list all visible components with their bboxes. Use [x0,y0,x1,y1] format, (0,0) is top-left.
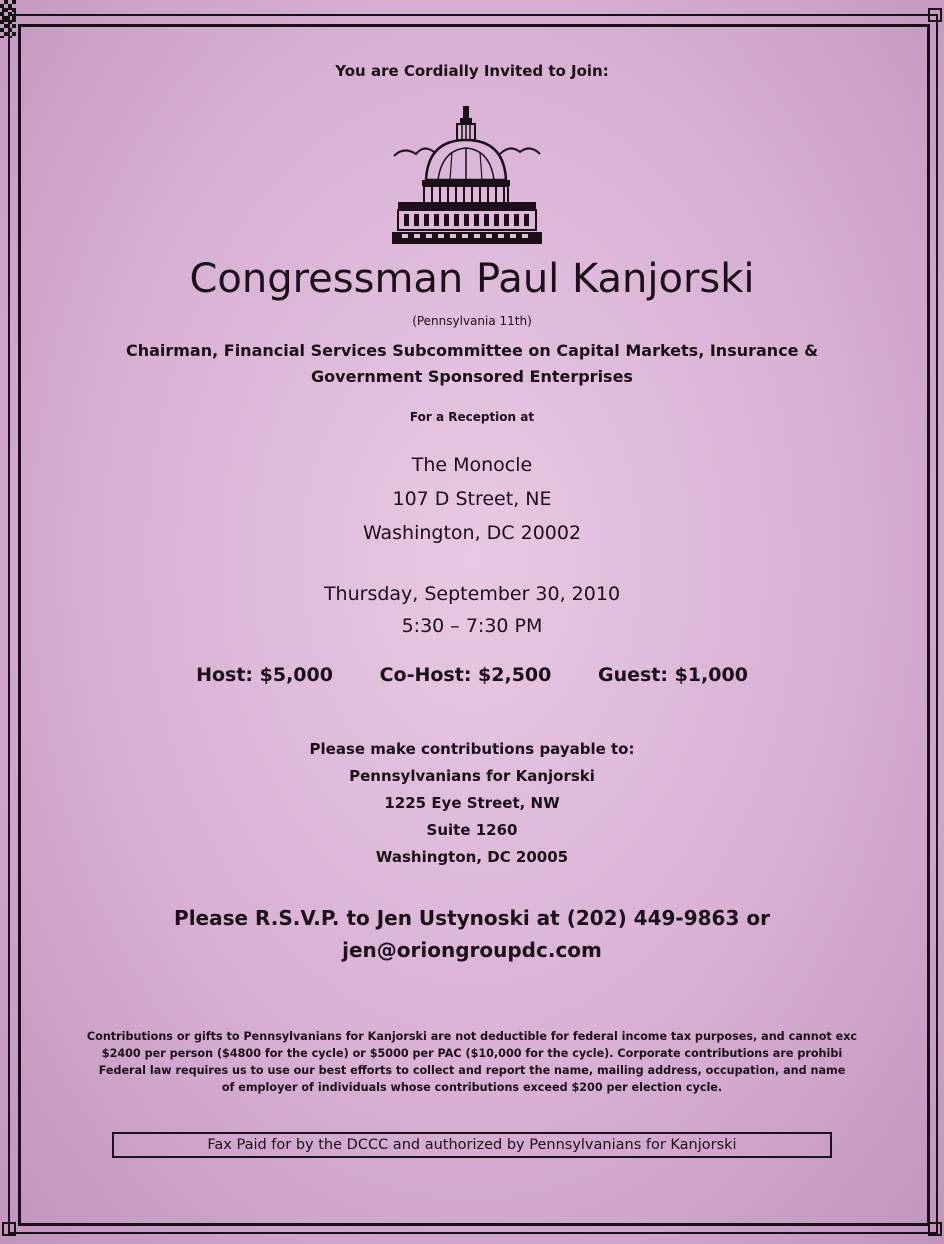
capitol-building-icon [392,98,542,256]
honoree-name: Congressman Paul Kanjorski [189,256,755,302]
disclaimer-line: Contributions or gifts to Pennsylvanians for Kanjorski are not deductible for federal income tax purposes, and cannot exc [86,1030,858,1043]
reception-intro: For a Reception at [409,410,535,424]
paid-for-notice: Fax Paid for by the DCCC and authorized by Pennsylvanians for Kanjorski [112,1132,832,1158]
contribution-address [0,736,944,871]
payee-city: Washington, DC 20005 [375,848,569,866]
corner-ornament [2,8,16,22]
rsvp-block [0,902,944,966]
honoree-title-line: Chairman, Financial Services Subcommittee on Capital Markets, Insurance & [125,341,819,360]
venue-city: Washington, DC 20002 [362,522,582,544]
corner-ornament [2,1222,16,1236]
honoree-district: (Pennsylvania 11th) [412,314,532,328]
host-level: Host: $5,000 [196,664,333,686]
guest-level: Guest: $1,000 [597,664,748,686]
cohost-level: Co-Host: $2,500 [379,664,552,686]
payable-intro: Please make contributions payable to: [309,740,635,758]
honoree-title-line: Government Sponsored Enterprises [311,367,633,386]
contribution-levels [0,664,944,686]
invite-heading: You are Cordially Invited to Join: [335,62,609,80]
legal-disclaimer [22,1028,922,1096]
rsvp-email: jen@oriongroupdc.com [342,938,602,962]
rsvp-line: Please R.S.V.P. to Jen Ustynoski at (202) 449-9863 or [174,906,770,930]
disclaimer-line: Federal law requires us to use our best efforts to collect and report the name, mailing address, occupation, and name [98,1064,846,1077]
venue-name: The Monocle [411,454,533,476]
venue-block [0,448,944,550]
event-date: Thursday, September 30, 2010 [323,583,621,605]
payee-suite: Suite 1260 [426,821,518,839]
payee-name: Pennsylvanians for Kanjorski [349,767,595,785]
corner-ornament [928,1222,942,1236]
event-time: 5:30 – 7:30 PM [401,615,543,637]
disclaimer-line: $2400 per person ($4800 for the cycle) or $5000 per PAC ($10,000 for the cycle). Corporate contributions are prohibi [101,1047,843,1060]
corner-ornament [928,8,942,22]
disclaimer-line: of employer of individuals whose contributions exceed $200 per election cycle. [221,1081,723,1094]
payee-street: 1225 Eye Street, NW [384,794,560,812]
venue-street: 107 D Street, NE [392,488,552,510]
event-datetime [0,578,944,642]
honoree-title [0,338,944,390]
